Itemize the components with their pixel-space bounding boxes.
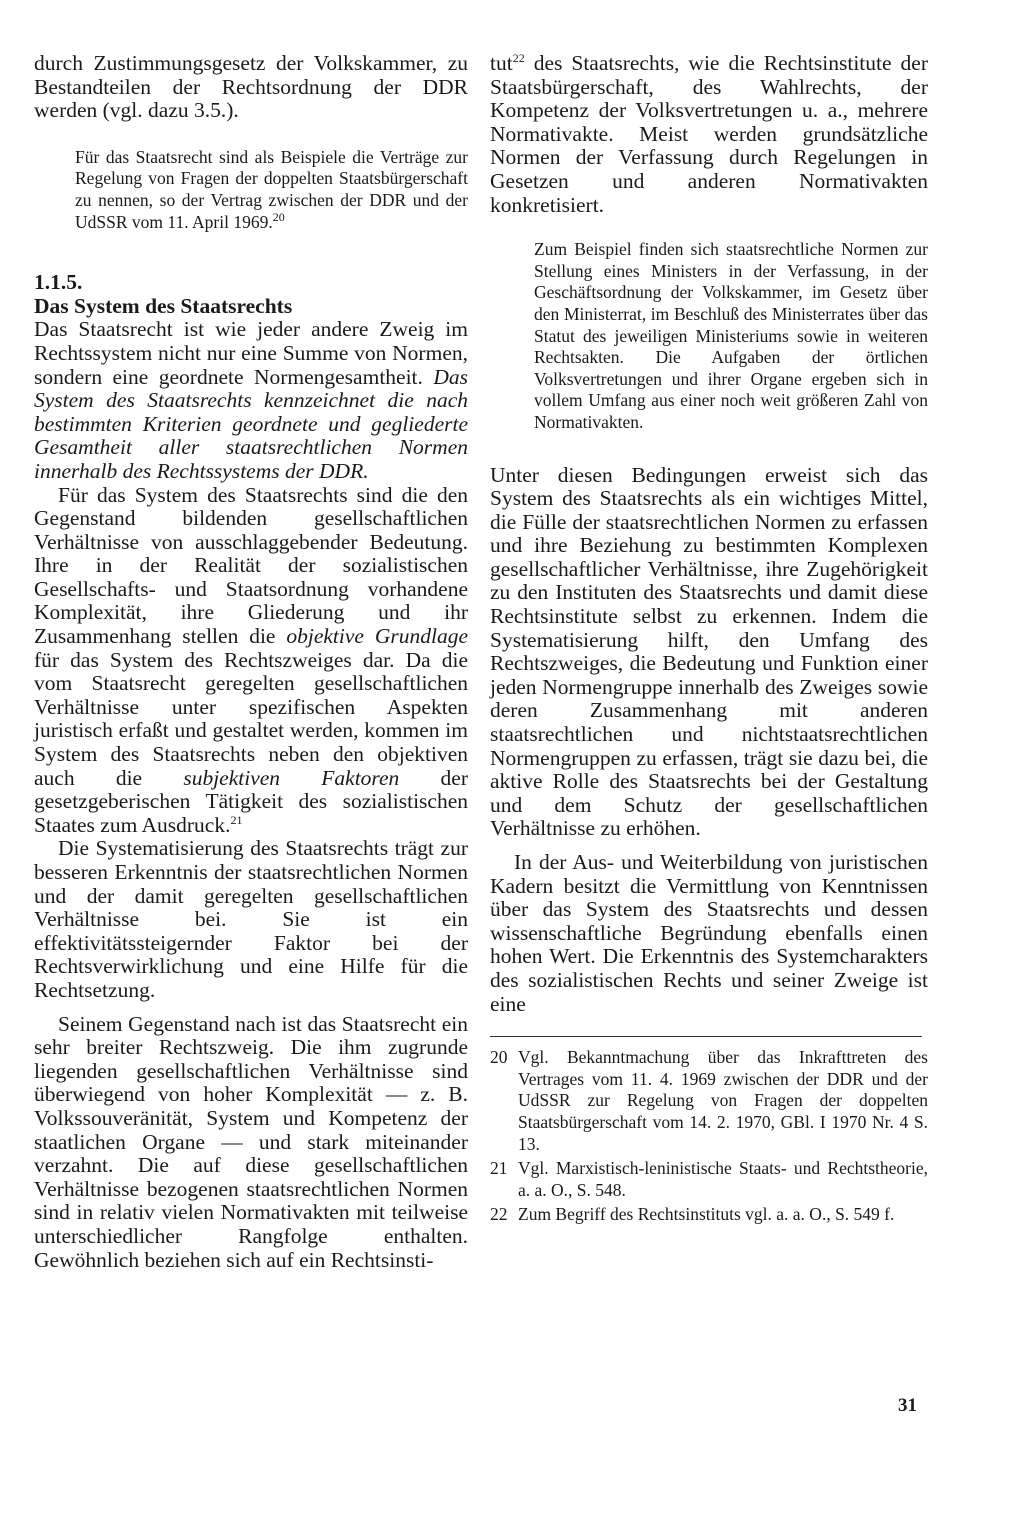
- definition-emphasis: Das System des Staatsrechts kennzeichnet die nach bestimmten Kriterien geordnete und gegliederte Gesamtheit aller staatsrechtlichen Normen innerhalb des Rechtssystems der DDR.: [34, 364, 468, 483]
- paragraph-foundation: Für das System des Staatsrechts sind die den Gegenstand bildenden gesellschaftlichen Verhältnisse von ausschlaggebender Bedeutung. Ihre in der Realität der sozialistischen Gesellschafts- und Staatsordnung vorhandene Komplexität, ihre Gliederung und ihr Zusammenhang stellen die objektive Grundlage für das System des Rechtszweiges dar. Da die vom Staatsrecht geregelten gesellschaftlichen Verhältnisse unter spezifischen Aspekten juristisch erfaßt und gestaltet werden, kommen im System des Staatsrechts neben den objektiven auch die subjektiven Faktoren der gesetzgeberischen Tätigkeit des sozialistischen Staates zum Ausdruck.$^{21}$: [34, 482, 468, 837]
- paragraph-conditions: Unter diesen Bedingungen erweist sich das System des Staatsrechts als ein wichtiges Mittel, die Fülle der staatsrechtlichen Normen zu erfassen und ihre Beziehung zu bestimmten Komplexen gesellschaftlicher Verhältnisse, ihre Zugehörigkeit zu den Instituten des Staatsrechts und damit diese Rechtsinstitute selbst zu erkennen. Indem die Systematisierung hilft, den Umfang des Rechtszweiges, die Bedeutung und Funktion einer jeden Normengruppe innerhalb des Zweiges sowie deren Zusammenhang mit anderen staatsrechtlichen und nichtstaatsrechtlichen Normengruppen zu erfassen, trägt sie dazu bei, die aktive Rolle des Staatsrechts bei der Gestaltung und dem Schutz der gesellschaftlichen Verhältnisse zu erhöhen.: [490, 462, 928, 841]
- right-column: [490, 52, 928, 1229]
- footnotes: [490, 1047, 928, 1226]
- intro-paragraph: durch Zustimmungsgesetz der Volkskammer, zu Bestandteilen der Rechtsordnung der DDR werden (vgl. dazu 3.5.).: [34, 51, 468, 123]
- footnote-ref-22: 22: [512, 50, 525, 65]
- footnote-ref-21: 21: [230, 812, 243, 827]
- left-column: [34, 52, 468, 1272]
- paragraph-subject-matter: Seinem Gegenstand nach ist das Staatsrecht ein sehr breiter Rechtszweig. Die ihm zugrunde liegenden gesellschaftlichen Verhältnisse sind überwiegend von hoher Komplexität — z. B. Volkssouveränität, System und Kompetenz der staatlichen Organe — und stark miteinander verzahnt. Die auf diese gesellschaftlichen Verhältnisse bezogenen staatsrechtlichen Normen sind in relativ vielen Normativakten mit teilweise unterschiedlicher Rangfolge enthalten. Gewöhnlich beziehen sich auf ein Rechtsinsti-: [34, 1011, 468, 1272]
- footnote-item: 22 Zum Begriff des Rechtsinstituts vgl. a. a. O., S. 549 f.: [490, 1204, 895, 1225]
- paragraph-continuation: tut$^{22}$ des Staatsrechts, wie die Rechtsinstitute der Staatsbürgerschaft, des Wahlrechts, der Kompetenz der Volksvertretungen u. a., mehrere Normativakte. Meist werden grundsätzliche Normen der Verfassung durch Regelungen in Gesetzen und anderen Normativakten konkretisiert.: [490, 50, 928, 217]
- footnote-divider: [490, 1036, 922, 1037]
- page-number: 31: [898, 1395, 917, 1416]
- section-heading: [34, 271, 468, 318]
- example-paragraph: Für das Staatsrecht sind als Beispiele die Verträge zur Regelung von Fragen der doppelten Staatsbürgerschaft zu nennen, so der Vertrag zwischen der DDR und der UdSSR vom 11. April 1969.20: [75, 146, 468, 232]
- example-paragraph-minister: Zum Beispiel finden sich staatsrechtliche Normen zur Stellung eines Ministers in der Verfassung, in der Geschäftsordnung der Volkskammer, im Gesetz über den Ministerrat, im Beschluß des Ministerrates über das Statut des jeweiligen Ministeriums sowie in weiteren Rechtsakten. Die Aufgaben der örtlichen Volksvertretungen und ihrer Organe ergeben sich in vollem Umfang aus einer noch weit größeren Zahl von Normativakten.: [534, 239, 928, 432]
- footnote-item: 21 Vgl. Marxistisch-leninistische Staats- und Rechtstheorie, a. a. O., S. 548.: [490, 1158, 928, 1200]
- footnote-item: 20 Vgl. Bekanntmachung über das Inkrafttreten des Vertrages vom 11. 4. 1969 zwischen der DDR und der UdSSR zur Regelung von Fragen der doppelten Staatsbürgerschaft vom 14. 2. 1970, GBl. I 1970 Nr. 4 S. 13.: [490, 1047, 928, 1154]
- paragraph-education: In der Aus- und Weiterbildung von juristischen Kadern besitzt die Vermittlung von Kenntnissen über das System des Staatsrechts und dessen wissenschaftliche Begründung ebenfalls einen hohen Wert. Die Erkenntnis des Systemcharakters des sozialistischen Rechts und seiner Zweige ist eine: [490, 850, 928, 1016]
- paragraph-systematization: Die Systematisierung des Staatsrechts trägt zur besseren Erkenntnis der staatsrechtlichen Normen und der damit geregelten gesellschaftlichen Verhältnisse bei. Sie ist ein effektivitätssteigernder Faktor bei der Rechtsverwirklichung und eine Hilfe für die Rechtsetzung.: [34, 836, 468, 1002]
- footnote-ref-20: 20: [272, 209, 285, 224]
- paragraph-system-definition: Das Staatsrecht ist wie jeder andere Zweig im Rechtssystem nicht nur eine Summe von Normen, sondern eine geordnete Normengesamtheit. Das System des Staatsrechts kennzeichnet die nach bestimmten Kriterien geordnete und gegliederte Gesamtheit aller staatsrechtlichen Normen innerhalb des Rechtssystems der DDR.: [34, 317, 468, 483]
- section-title: Das System des Staatsrechts: [34, 293, 293, 318]
- section-number: 1.1.5.: [34, 270, 83, 295]
